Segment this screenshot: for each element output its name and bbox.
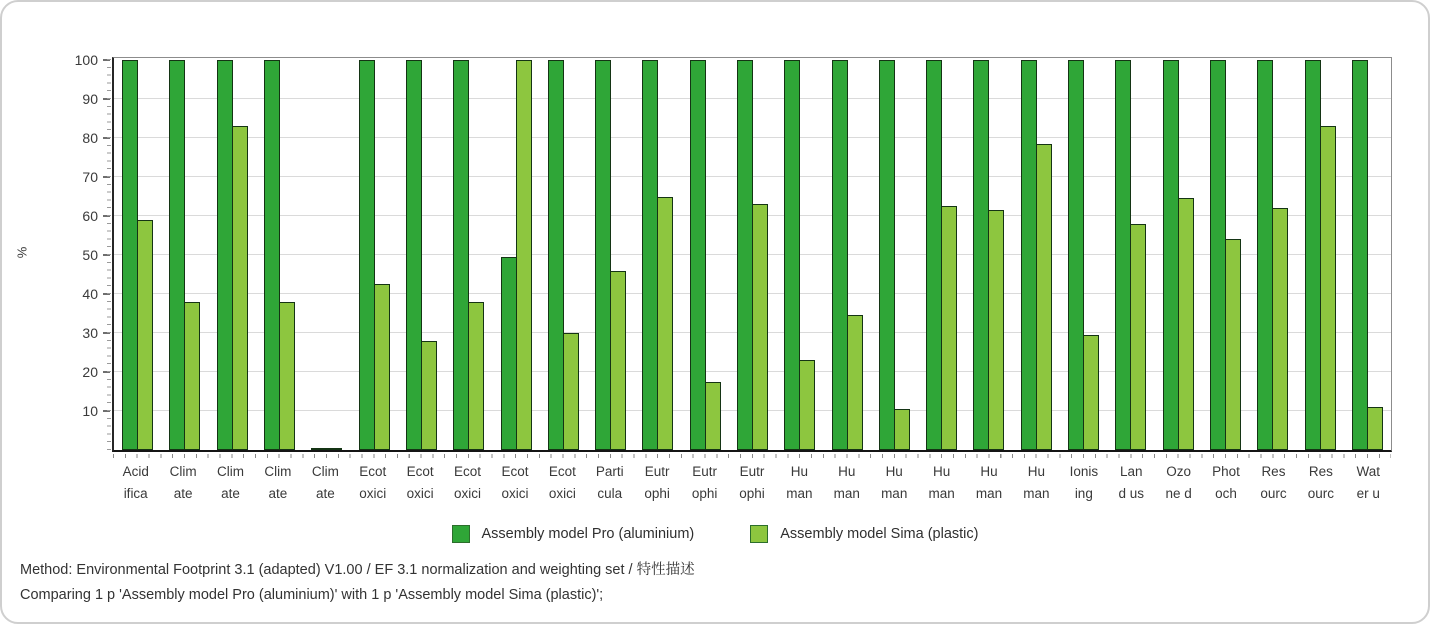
bar-sima-25 (1320, 126, 1336, 450)
bar-sima-3 (279, 302, 295, 450)
bar-sima-24 (1272, 208, 1288, 450)
bar-sima-18 (988, 210, 1004, 450)
bar-pro-16 (879, 60, 895, 450)
bar-sima-8 (516, 60, 532, 450)
legend-item-pro (452, 525, 695, 543)
y-tick-label-60: 60 (82, 208, 98, 224)
bar-sima-7 (468, 302, 484, 450)
bar-group-26 (1344, 58, 1391, 450)
method-line: Method: Environmental Footprint 3.1 (adapted) V1.00 / EF 3.1 normalization and weighting set / 特性描述 (20, 562, 695, 578)
legend (2, 525, 1428, 543)
legend-swatch-pro (452, 525, 470, 543)
bar-pro-24 (1257, 60, 1273, 450)
bar-pro-0 (122, 60, 138, 450)
bar-pro-2 (217, 60, 233, 450)
x-category-label-22: Ozo ne d (1165, 464, 1192, 501)
x-category-label-19: Hu man (1023, 464, 1050, 501)
x-category-label-11: Eutr ophi (644, 464, 670, 501)
bar-group-18 (965, 58, 1012, 450)
bars-layer (114, 58, 1391, 450)
bar-pro-20 (1068, 60, 1084, 450)
bar-group-6 (398, 58, 445, 450)
x-category-label-10: Parti cula (595, 464, 624, 501)
bar-pro-6 (406, 60, 422, 450)
x-category-label-17: Hu man (928, 464, 955, 501)
x-category-label-21: Lan d us (1118, 464, 1144, 501)
x-category-label-1: Clim ate (169, 464, 197, 501)
bar-sima-15 (847, 315, 863, 450)
y-tick-label-40: 40 (82, 286, 98, 302)
bar-sima-4 (326, 448, 342, 450)
x-category-label-5: Ecot oxici (359, 464, 387, 501)
bar-pro-18 (973, 60, 989, 450)
bar-group-20 (1060, 58, 1107, 450)
bar-group-7 (445, 58, 492, 450)
bar-sima-10 (610, 271, 626, 450)
plot-area (112, 57, 1392, 452)
x-category-label-2: Clim ate (217, 464, 245, 501)
bar-pro-4 (311, 448, 327, 450)
bar-pro-13 (737, 60, 753, 450)
bar-pro-17 (926, 60, 942, 450)
y-tick-label-50: 50 (82, 247, 98, 263)
bar-group-9 (540, 58, 587, 450)
bar-group-24 (1249, 58, 1296, 450)
legend-item-sima (750, 525, 978, 543)
legend-label-sima: Assembly model Sima (plastic) (780, 526, 979, 542)
bar-sima-26 (1367, 407, 1383, 450)
bar-pro-5 (359, 60, 375, 450)
bar-group-12 (682, 58, 729, 450)
comparing-line: Comparing 1 p 'Assembly model Pro (aluminium)' with 1 p 'Assembly model Sima (plastic)'; (20, 587, 604, 603)
footer-text (20, 558, 695, 608)
bar-pro-10 (595, 60, 611, 450)
bar-pro-8 (501, 257, 517, 450)
bar-sima-12 (705, 382, 721, 450)
bar-pro-7 (453, 60, 469, 450)
bar-pro-3 (264, 60, 280, 450)
bar-group-5 (350, 58, 397, 450)
bar-sima-6 (421, 341, 437, 450)
x-category-label-3: Clim ate (264, 464, 292, 501)
bar-group-4 (303, 58, 350, 450)
bar-group-23 (1202, 58, 1249, 450)
bar-group-2 (209, 58, 256, 450)
x-axis-category-labels (112, 461, 1392, 505)
x-category-label-9: Ecot oxici (548, 464, 576, 501)
y-axis-title: % (14, 246, 30, 259)
x-axis-minor-ticks (113, 454, 1391, 458)
y-tick-label-90: 90 (82, 91, 98, 107)
x-category-label-8: Ecot oxici (501, 464, 529, 501)
bar-group-19 (1013, 58, 1060, 450)
bar-sima-17 (941, 206, 957, 450)
bar-pro-1 (169, 60, 185, 450)
bar-sima-13 (752, 204, 768, 450)
bar-group-14 (776, 58, 823, 450)
x-category-label-16: Hu man (881, 464, 908, 501)
bar-group-3 (256, 58, 303, 450)
x-category-label-12: Eutr ophi (691, 464, 718, 501)
y-tick-label-20: 20 (82, 364, 98, 380)
y-axis-tick-labels (32, 52, 98, 450)
bar-pro-19 (1021, 60, 1037, 450)
bar-pro-15 (832, 60, 848, 450)
bar-sima-2 (232, 126, 248, 450)
bar-pro-9 (548, 60, 564, 450)
x-category-label-0: Acid ifica (122, 464, 149, 501)
bar-group-15 (823, 58, 870, 450)
bar-group-10 (587, 58, 634, 450)
bar-sima-16 (894, 409, 910, 450)
legend-swatch-sima (750, 525, 768, 543)
bar-pro-22 (1163, 60, 1179, 450)
bar-sima-11 (657, 197, 673, 451)
bar-sima-22 (1178, 198, 1194, 450)
bar-group-1 (161, 58, 208, 450)
x-category-label-26: Wat er u (1356, 464, 1381, 501)
bar-pro-21 (1115, 60, 1131, 450)
bar-sima-1 (184, 302, 200, 450)
bar-sima-21 (1130, 224, 1146, 450)
x-category-label-13: Eutr ophi (739, 464, 765, 501)
bar-pro-11 (642, 60, 658, 450)
x-category-label-4: Clim ate (311, 464, 339, 501)
y-tick-label-80: 80 (82, 130, 98, 146)
x-category-label-18: Hu man (975, 464, 1003, 501)
bar-group-13 (729, 58, 776, 450)
bar-pro-12 (690, 60, 706, 450)
bar-group-25 (1296, 58, 1343, 450)
y-tick-label-30: 30 (82, 325, 98, 341)
x-category-label-15: Hu man (833, 464, 860, 501)
x-category-label-14: Hu man (786, 464, 813, 501)
x-category-label-20: Ionis ing (1069, 464, 1099, 501)
y-tick-label-10: 10 (82, 403, 98, 419)
bar-pro-14 (784, 60, 800, 450)
x-category-label-6: Ecot oxici (406, 464, 434, 501)
bar-sima-20 (1083, 335, 1099, 450)
bar-pro-23 (1210, 60, 1226, 450)
x-category-label-25: Res ourc (1307, 464, 1334, 501)
bar-sima-14 (799, 360, 815, 450)
bar-sima-9 (563, 333, 579, 450)
bar-group-21 (1107, 58, 1154, 450)
bar-group-8 (492, 58, 539, 450)
x-category-label-23: Phot och (1212, 464, 1240, 501)
bar-pro-26 (1352, 60, 1368, 450)
bar-pro-25 (1305, 60, 1321, 450)
bar-sima-0 (137, 220, 153, 450)
bar-group-0 (114, 58, 161, 450)
bar-group-22 (1155, 58, 1202, 450)
x-category-label-7: Ecot oxici (454, 464, 482, 501)
x-category-label-24: Res ourc (1260, 464, 1287, 501)
bar-group-16 (871, 58, 918, 450)
bar-sima-5 (374, 284, 390, 450)
bar-group-17 (918, 58, 965, 450)
y-tick-label-100: 100 (74, 52, 98, 68)
y-axis-minor-ticks (107, 59, 111, 450)
bar-sima-19 (1036, 144, 1052, 450)
bar-sima-23 (1225, 239, 1241, 450)
bar-group-11 (634, 58, 681, 450)
legend-label-pro: Assembly model Pro (aluminium) (481, 526, 695, 542)
y-tick-label-70: 70 (82, 169, 98, 185)
